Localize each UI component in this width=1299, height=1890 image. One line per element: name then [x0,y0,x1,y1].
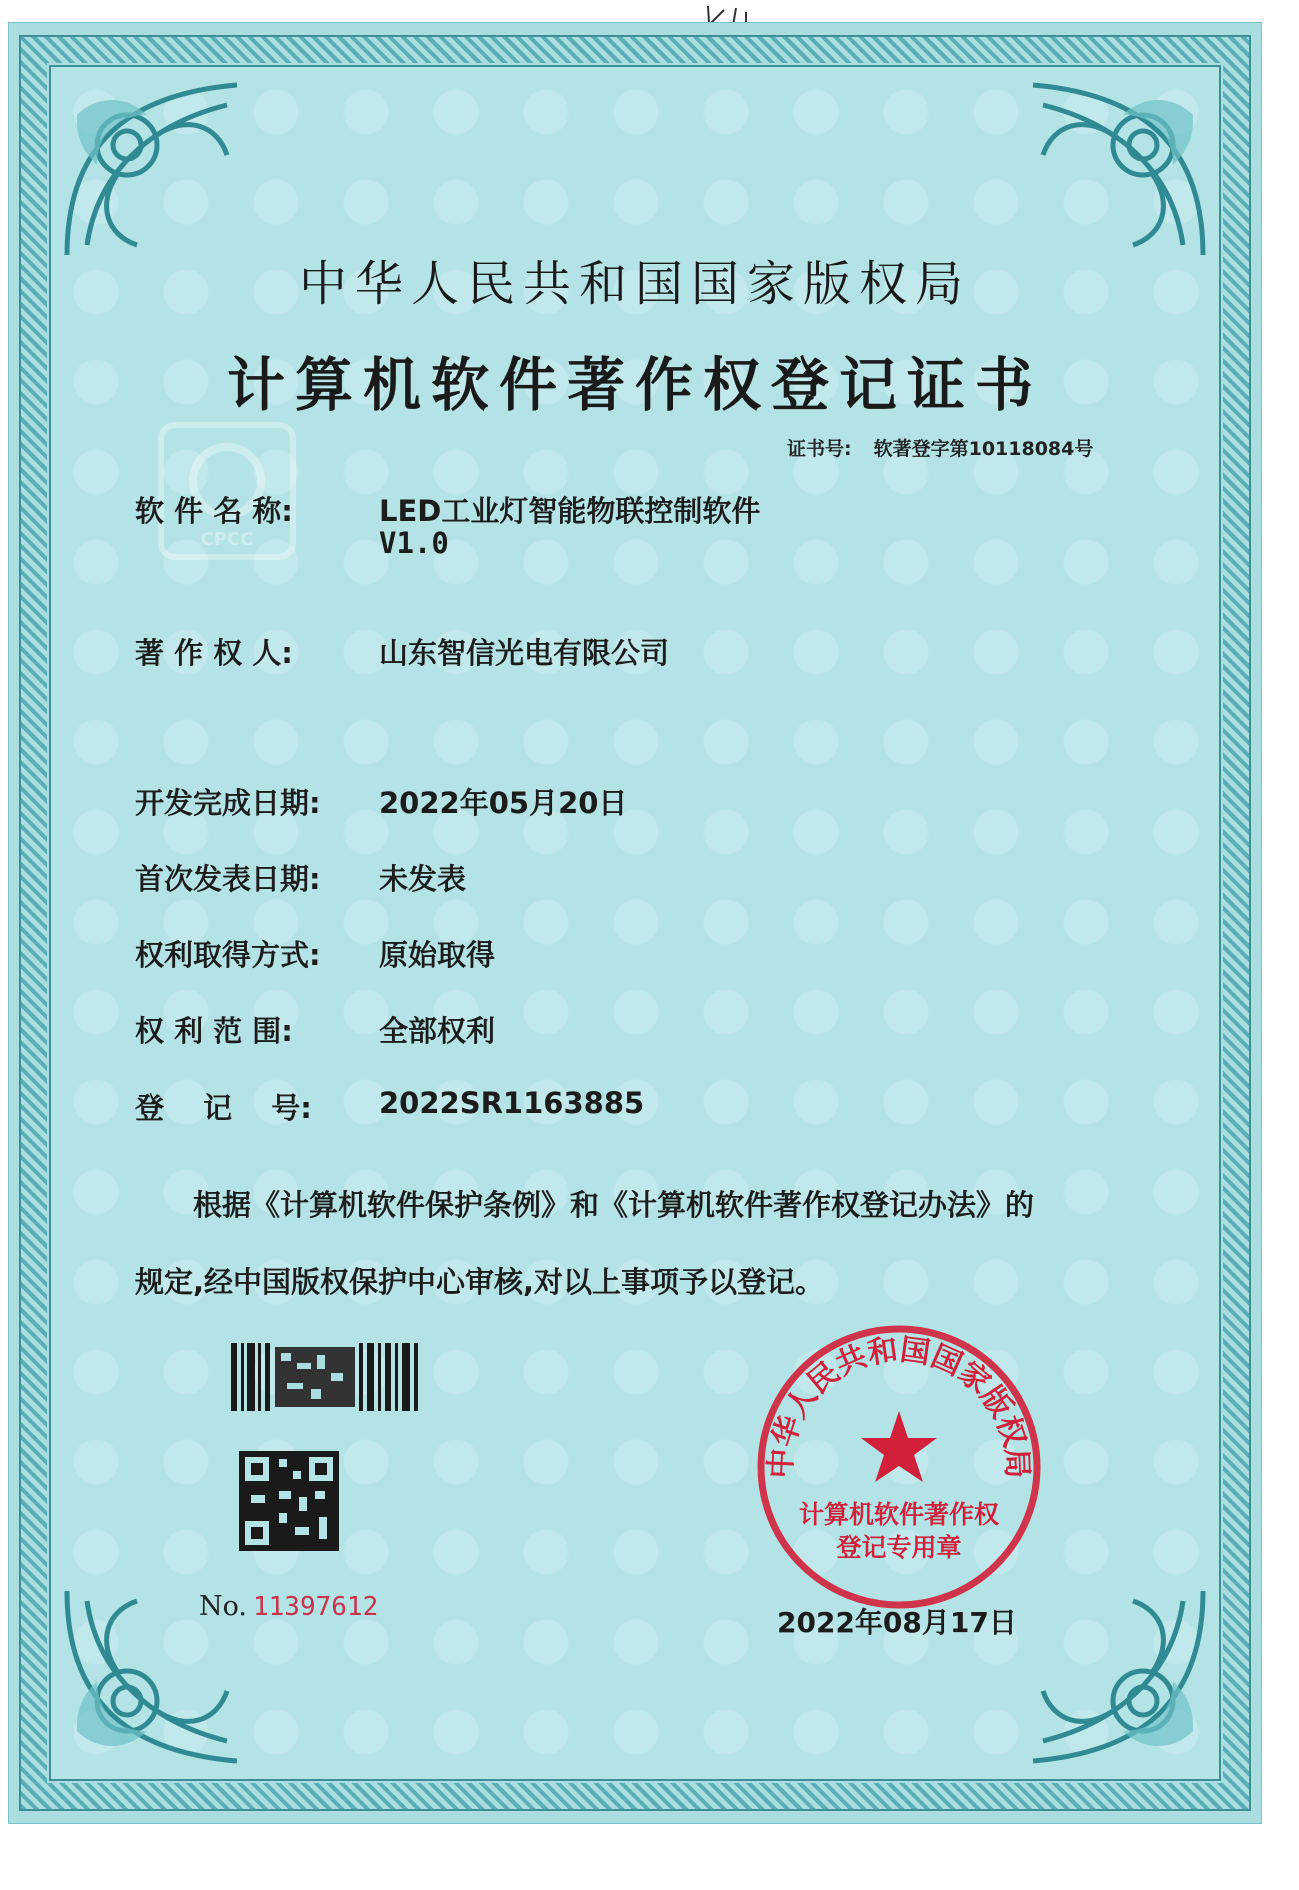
barcode-icon [231,1343,421,1411]
serial-value: 11397612 [253,1592,379,1622]
qr-code-icon [239,1451,339,1551]
field-value-registration-number: 2022SR1163885 [379,1086,645,1120]
certificate-number [787,434,1093,461]
corner-scroll-ornament-icon [1023,1581,1213,1771]
document-title: 计算机软件著作权登记证书 [226,351,1043,419]
field-value-copyright-owner: 山东智信光电有限公司 [379,636,670,670]
corner-scroll-ornament-icon [1023,75,1213,265]
field-label-completion-date: 开发完成日期: [135,786,321,820]
seal-inner-line-2: 登记专用章 [836,1533,962,1562]
seal-star-icon [861,1411,937,1482]
corner-scroll-ornament-icon [57,75,247,265]
field-label-registration-number: 登 记 号: [135,1091,312,1125]
serial-prefix: No. [199,1591,247,1622]
field-label-first-publication-date: 首次发表日期: [135,862,321,896]
serial-number [199,1591,378,1622]
certificate-number-label: 证书号: [787,438,852,460]
svg-text:CPCC: CPCC [200,529,254,550]
field-value-rights-scope: 全部权利 [379,1014,496,1048]
field-label-software-name: 软 件 名 称: [135,494,293,528]
seal-outer-text: 中华人民共和国国家版权局 [763,1332,1035,1480]
field-label-copyright-owner: 著 作 权 人: [135,636,293,670]
seal-inner-line-1: 计算机软件著作权 [798,1500,1000,1529]
field-value-acquisition-method: 原始取得 [379,938,496,972]
field-value-software-version: V1.0 [379,526,449,560]
field-label-acquisition-method: 权利取得方式: [135,938,321,972]
issuer-title: 中华人民共和国国家版权局 [298,256,971,312]
declaration-line-2: 规定,经中国版权保护中心审核,对以上事项予以登记。 [135,1265,825,1299]
declaration-line-1: 根据《计算机软件保护条例》和《计算机软件著作权登记办法》的 [193,1188,1035,1222]
official-seal [751,1319,1047,1615]
field-label-rights-scope: 权 利 范 围: [135,1014,293,1048]
certificate-sheet [8,22,1262,1824]
field-value-completion-date: 2022年05月20日 [379,786,628,820]
field-value-software-name: LED工业灯智能物联控制软件 [379,494,761,528]
field-value-first-publication-date: 未发表 [379,862,467,896]
issue-date: 2022年08月17日 [777,1606,1017,1639]
certificate-number-value: 软著登字第10118084号 [873,438,1094,460]
